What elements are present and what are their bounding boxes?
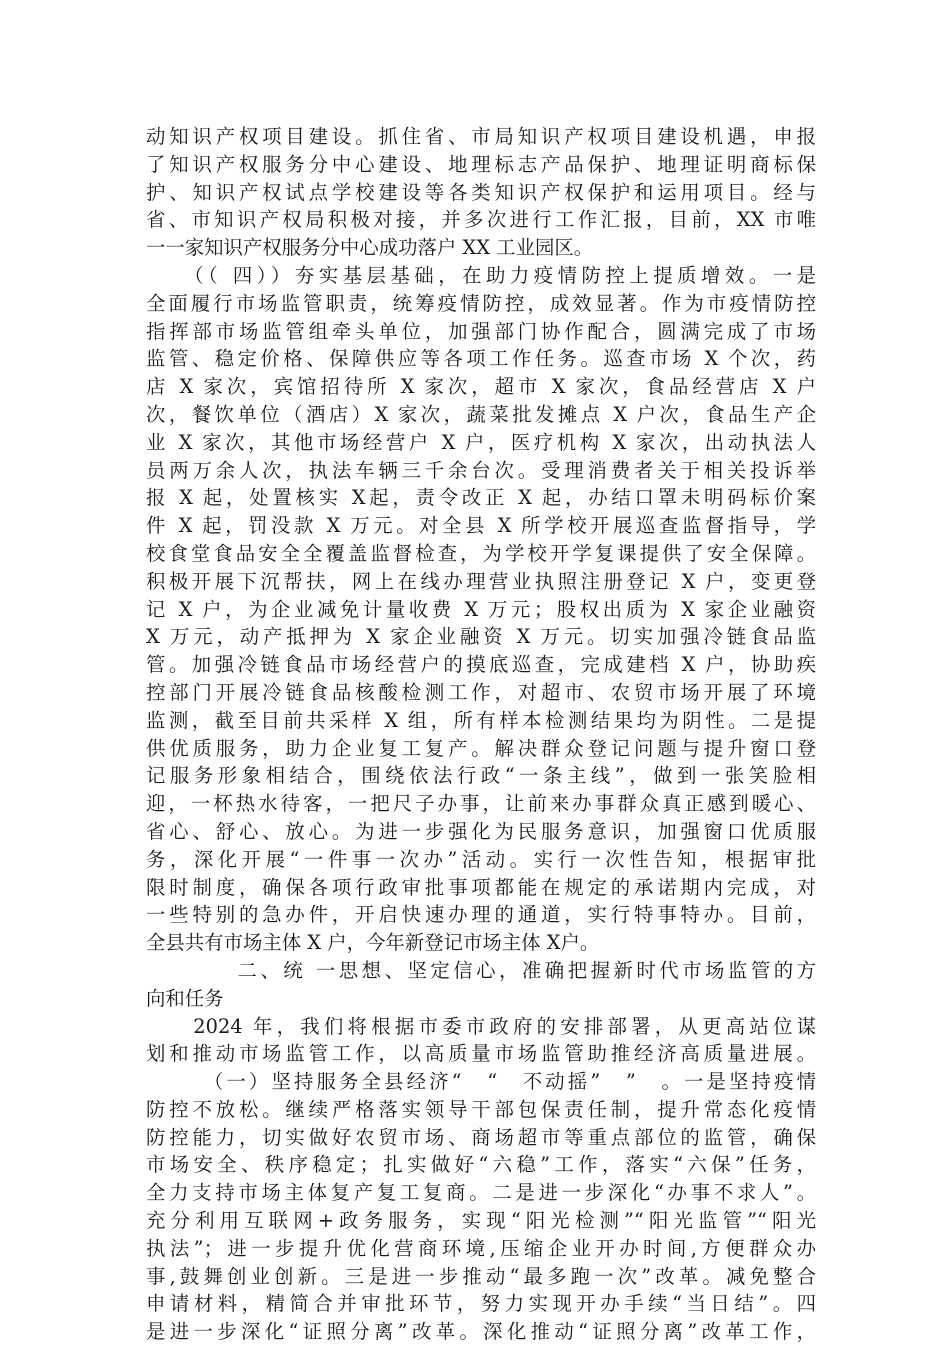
text-line: （一）坚持服务全县经济“ “ 不动摇” ” 。一是坚持疫情: [146, 1070, 816, 1094]
text-line: 校食堂食品安全全覆盖监督检查，为学校开学复课提供了安全保障。: [146, 541, 816, 565]
text-line: 件 X 起，罚没款 X 万元。对全县 X 所学校开展巡查监督指导，学: [146, 514, 816, 538]
text-line: 防控不放松。继续严格落实领导干部包保责任制，提升常态化疫情: [146, 1097, 816, 1121]
section-heading: 向和任务: [146, 986, 224, 1010]
text-line: 执法”；进一步提升优化营商环境,压缩企业开办时间,方便群众办: [146, 1236, 816, 1260]
text-line: 2024 年，我们将根据市委市政府的安排部署，从更高站位谋: [146, 1014, 816, 1038]
section-heading: 二、统 一思想、坚定信心，准确把握新时代市场监管的方: [146, 958, 816, 982]
text-line: 控部门开展冷链食品核酸检测工作，对超市、农贸市场开展了环境: [146, 680, 816, 704]
text-line: 防控能力，切实做好农贸市场、商场超市等重点部位的监管，确保: [146, 1125, 816, 1149]
text-line: 全力支持市场主体复产复工复商。二是进一步深化“办事不求人”。: [146, 1181, 816, 1205]
text-line: 记服务形象相结合，围绕依法行政“一条主线”，做到一张笑脸相: [146, 764, 816, 788]
text-line: 店 X 家次，宾馆招待所 X 家次，超市 X 家次，食品经营店 X 户: [146, 375, 816, 399]
text-line: 记 X 户，为企业减免计量收费 X 万元；股权出质为 X 家企业融资: [146, 597, 816, 621]
text-line: 次，餐饮单位（酒店）X 家次，蔬菜批发摊点 X 户次，食品生产企: [146, 402, 816, 426]
text-line: 一些特别的急办件，开启快速办理的通道，实行特事特办。目前，: [146, 903, 816, 927]
document-body: [146, 123, 816, 1346]
text-line: 一一家知识产权服务分中心成功落户 XX 工业园区。: [146, 236, 594, 260]
text-line: 管。加强冷链食品市场经营户的摸底巡查，完成建档 X 户，协助疾: [146, 653, 816, 677]
text-line: 市场安全、秩序稳定；扎实做好“六稳”工作，落实“六保”任务，: [146, 1153, 816, 1177]
text-line: 员两万余人次，执法车辆三千余台次。受理消费者关于相关投诉举: [146, 458, 816, 482]
text-line: 供优质服务，助力企业复工复产。解决群众登记问题与提升窗口登: [146, 736, 816, 760]
text-line: 省、市知识产权局积极对接，并多次进行工作汇报，目前，XX 市唯: [146, 208, 816, 232]
text-line: 全面履行市场监管职责，统筹疫情防控，成效显著。作为市疫情防控: [146, 291, 816, 315]
text-line: 迎，一杯热水待客，一把尺子办事，让前来办事群众真正感到暖心、: [146, 792, 816, 816]
text-line: 事,鼓舞创业创新。三是进一步推动“最多跑一次”改革。减免整合: [146, 1264, 816, 1288]
text-line: 务，深化开展“一件事一次办”活动。实行一次性告知，根据审批: [146, 847, 816, 871]
text-line: 限时制度，确保各项行政审批事项都能在规定的承诺期内完成，对: [146, 875, 816, 899]
text-line: 充分利用互联网+政务服务，实现“阳光检测”“阳光监管”“阳光: [146, 1209, 816, 1233]
text-line: 业 X 家次，其他市场经营户 X 户，医疗机构 X 家次，出动执法人: [146, 430, 816, 454]
text-line: 全县共有市场主体 X 户，今年新登记市场主体 X户。: [146, 931, 600, 955]
text-line: 积极开展下沉帮扶，网上在线办理营业执照注册登记 X 户，变更登: [146, 569, 816, 593]
text-line: 指挥部市场监管组牵头单位，加强部门协作配合，圆满完成了市场: [146, 319, 816, 343]
text-line: X 万元，动产抵押为 X 家企业融资 X 万元。切实加强冷链食品监: [146, 625, 816, 649]
text-line: 报 X 起，处置核实 X起，责令改正 X 起，办结口罩未明码标价案: [146, 486, 816, 510]
text-line: 是进一步深化“证照分离”改革。深化推动“证照分离”改革工作，: [146, 1320, 816, 1344]
text-line: 监测，截至目前共采样 X 组，所有样本检测结果均为阴性。二是提: [146, 708, 816, 732]
text-line: （（ 四））夯实基层基础，在助力疫情防控上提质增效。一是: [146, 263, 816, 287]
text-line: 划和推动市场监管工作，以高质量市场监管助推经济高质量进展。: [146, 1042, 816, 1066]
text-line: 监管、稳定价格、保障供应等各项工作任务。巡查市场 X 个次，药: [146, 347, 816, 371]
text-line: 护、知识产权试点学校建设等各类知识产权保护和运用项目。经与: [146, 180, 816, 204]
text-line: 动知识产权项目建设。抓住省、市局知识产权项目建设机遇，申报: [146, 125, 816, 148]
text-line: 了知识产权服务分中心建设、地理标志产品保护、地理证明商标保: [146, 152, 816, 176]
text-line: 申请材料，精简合并审批环节，努力实现开办手续“当日结”。四: [146, 1292, 816, 1316]
text-line: 省心、舒心、放心。为进一步强化为民服务意识，加强窗口优质服: [146, 819, 816, 843]
